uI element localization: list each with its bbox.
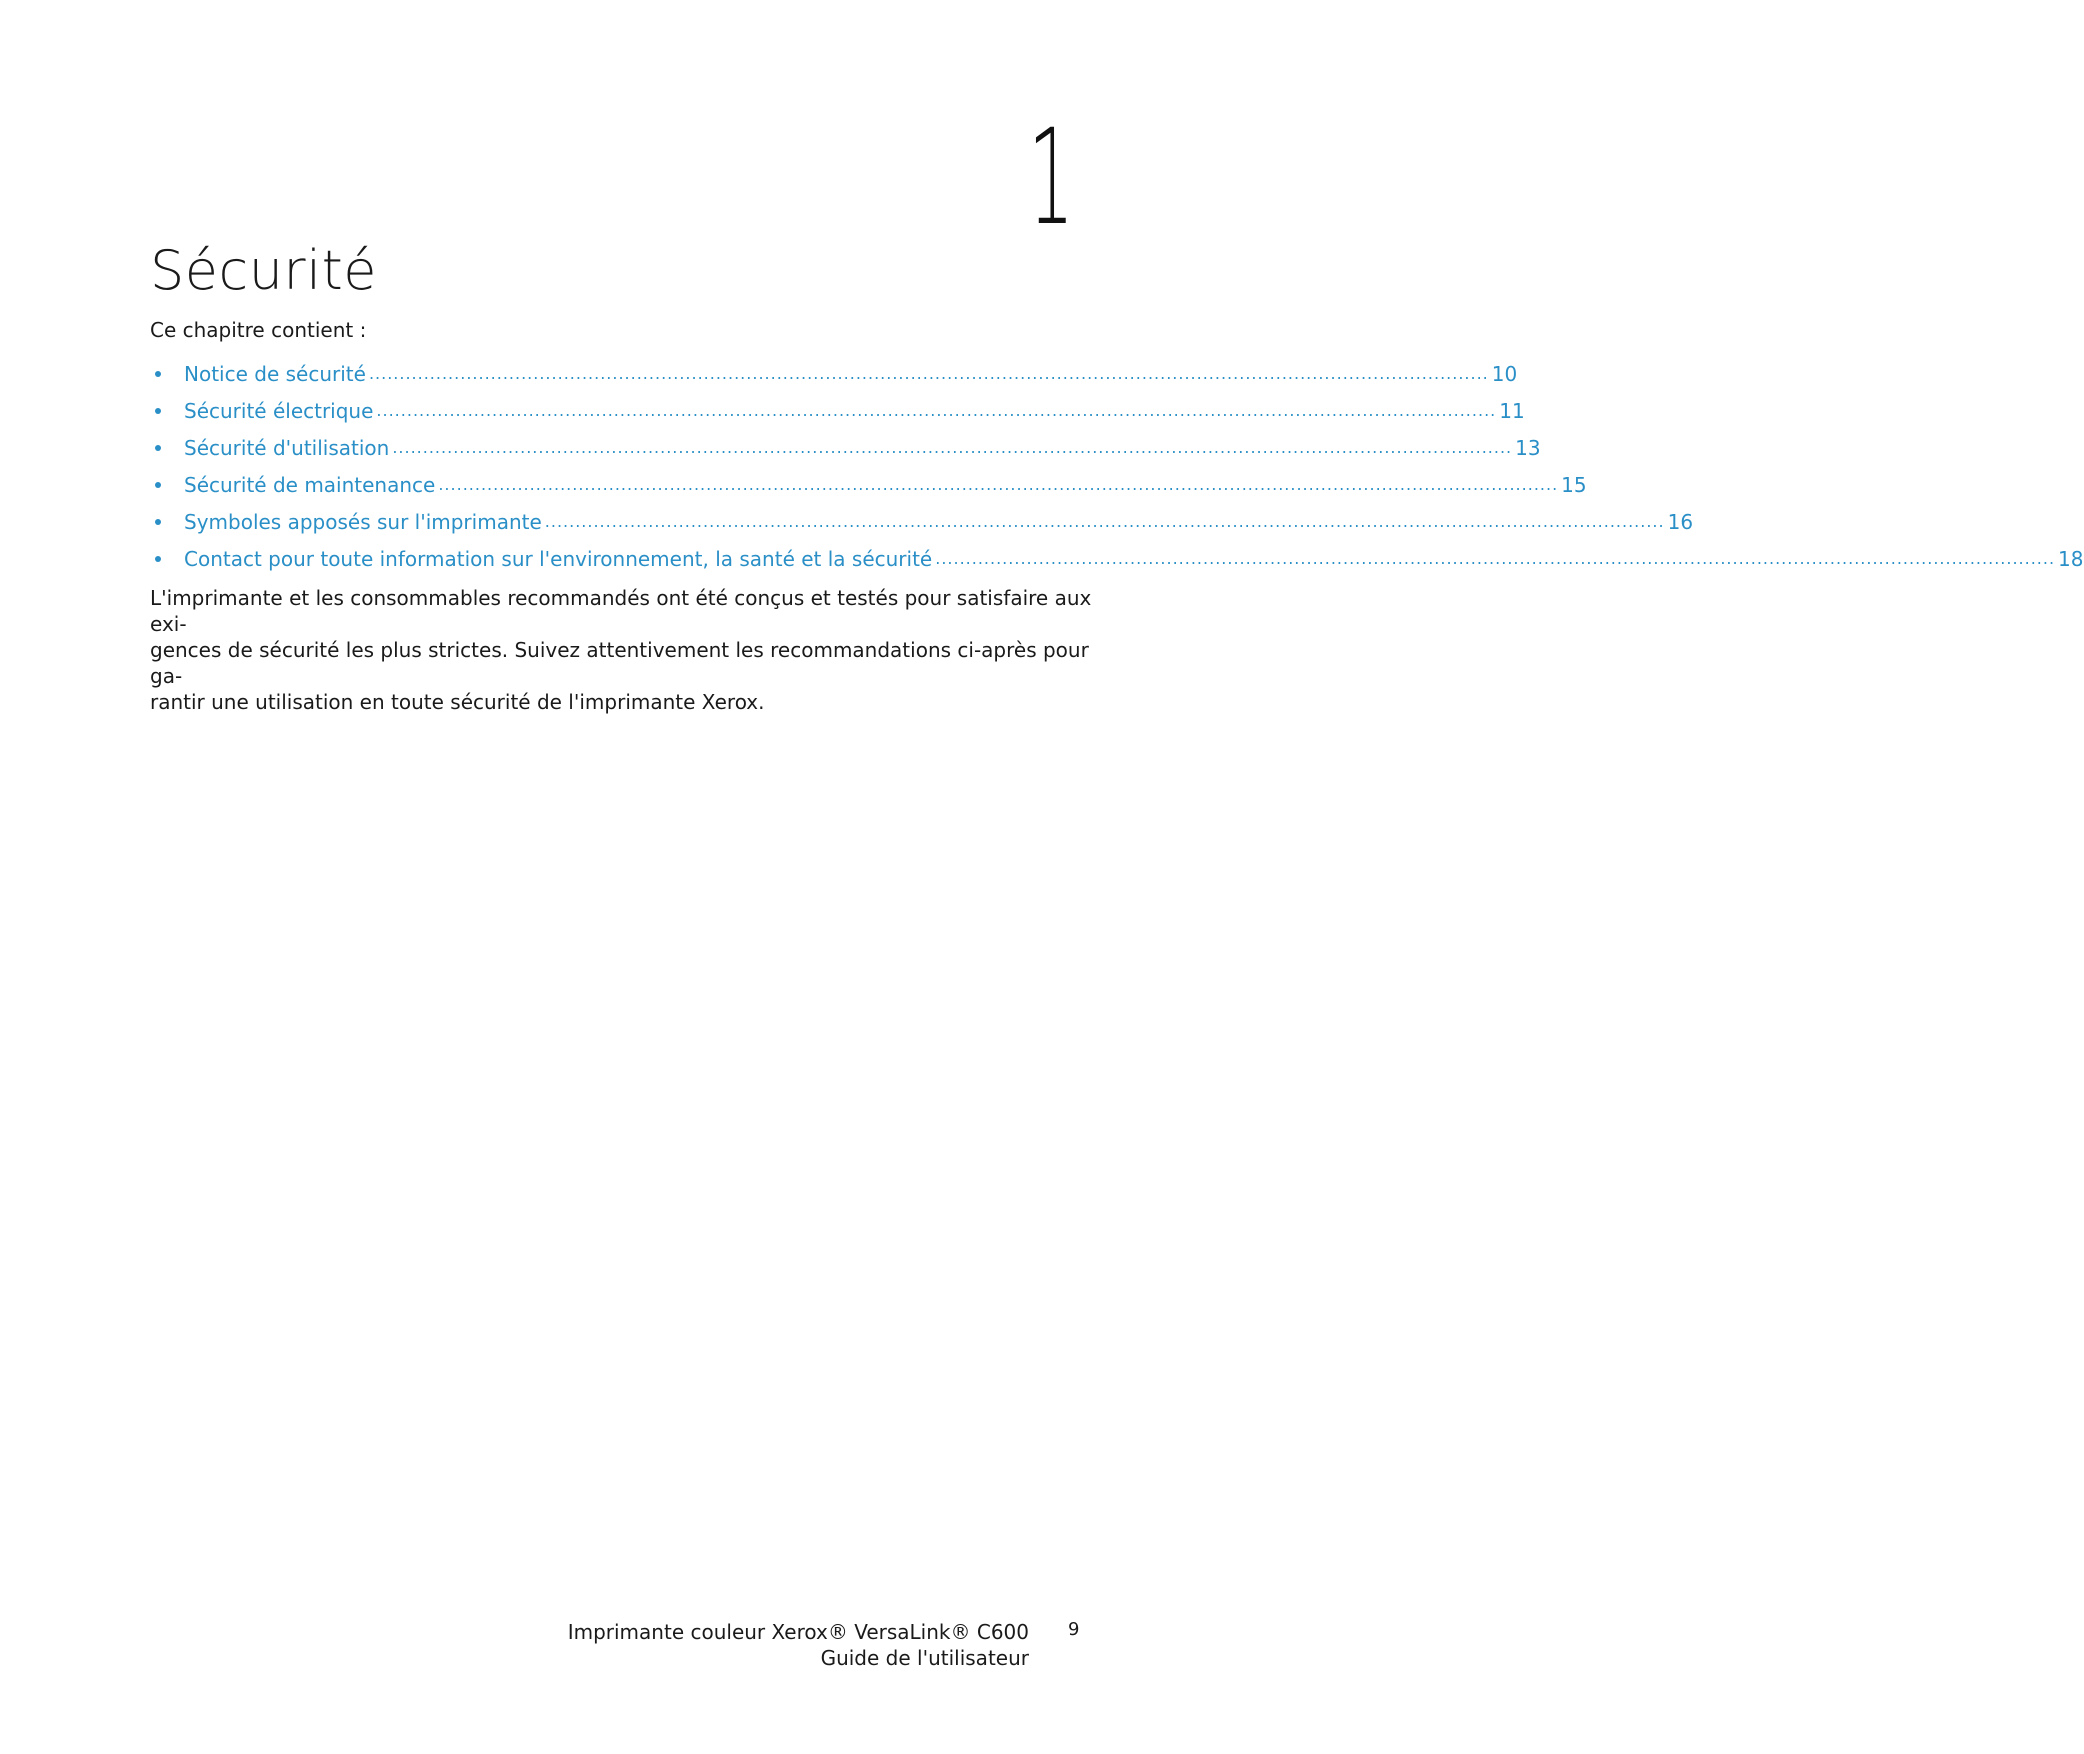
toc-item-page[interactable]: 11 [1499, 398, 1525, 423]
toc-item-contact[interactable] [150, 540, 2084, 577]
toc-item-symboles[interactable] [150, 503, 1694, 540]
toc-item-page[interactable]: 10 [1491, 361, 1518, 386]
body-line: rantir une utilisation en toute sécurité de l'imprimante Xerox. [150, 690, 765, 714]
body-line: L'imprimante et les consommables recommandés ont été conçus et testés pour satisfaire aux exi- [150, 586, 1092, 636]
toc-item-page[interactable]: 13 [1515, 435, 1541, 460]
toc-item-label[interactable]: Notice de sécurité [184, 361, 366, 386]
table-of-contents [150, 355, 2084, 577]
page-number: 9 [1068, 1619, 1080, 1640]
bullet-icon [150, 371, 184, 377]
page-footer [568, 1619, 1029, 1671]
chapter-number: 1 [1028, 101, 1072, 255]
toc-item-notice-securite[interactable] [150, 355, 1518, 392]
toc-item-securite-utilisation[interactable] [150, 429, 1541, 466]
toc-item-label[interactable]: Sécurité d'utilisation [184, 435, 390, 460]
toc-item-page[interactable]: 15 [1561, 472, 1587, 497]
toc-leader-dots: ........................................................................................................................................................................................ [392, 438, 1513, 457]
toc-item-label[interactable]: Sécurité électrique [184, 398, 374, 423]
toc-leader-dots: ........................................................................................................................................................................................ [368, 364, 1489, 383]
toc-leader-dots: ........................................................................................................................................................................................ [376, 401, 1497, 420]
chapter-title: Sécurité [150, 239, 378, 302]
bullet-icon [150, 445, 184, 451]
toc-item-page[interactable]: 18 [2058, 546, 2084, 571]
toc-item-securite-maintenance[interactable] [150, 466, 1587, 503]
toc-item-label[interactable]: Sécurité de maintenance [184, 472, 436, 497]
toc-item-label[interactable]: Symboles apposés sur l'imprimante [184, 509, 542, 534]
bullet-icon [150, 556, 184, 562]
toc-leader-dots: ........................................................................................................................................................................................ [438, 475, 1559, 494]
footer-guide: Guide de l'utilisateur [820, 1646, 1029, 1670]
bullet-icon [150, 519, 184, 525]
bullet-icon [150, 482, 184, 488]
toc-item-page[interactable]: 16 [1667, 509, 1694, 534]
body-paragraph [150, 585, 1095, 715]
toc-leader-dots: ........................................................................................................................................................................................ [935, 549, 2056, 568]
toc-intro: Ce chapitre contient : [150, 318, 367, 342]
bullet-icon [150, 408, 184, 414]
toc-item-label[interactable]: Contact pour toute information sur l'environnement, la santé et la sécurité [184, 546, 933, 571]
toc-leader-dots: ........................................................................................................................................................................................ [544, 512, 1665, 531]
footer-product: Imprimante couleur Xerox® VersaLink® C600 [567, 1620, 1029, 1644]
toc-item-securite-electrique[interactable] [150, 392, 1525, 429]
body-line: gences de sécurité les plus strictes. Suivez attentivement les recommandations ci-après pour ga- [150, 638, 1089, 688]
